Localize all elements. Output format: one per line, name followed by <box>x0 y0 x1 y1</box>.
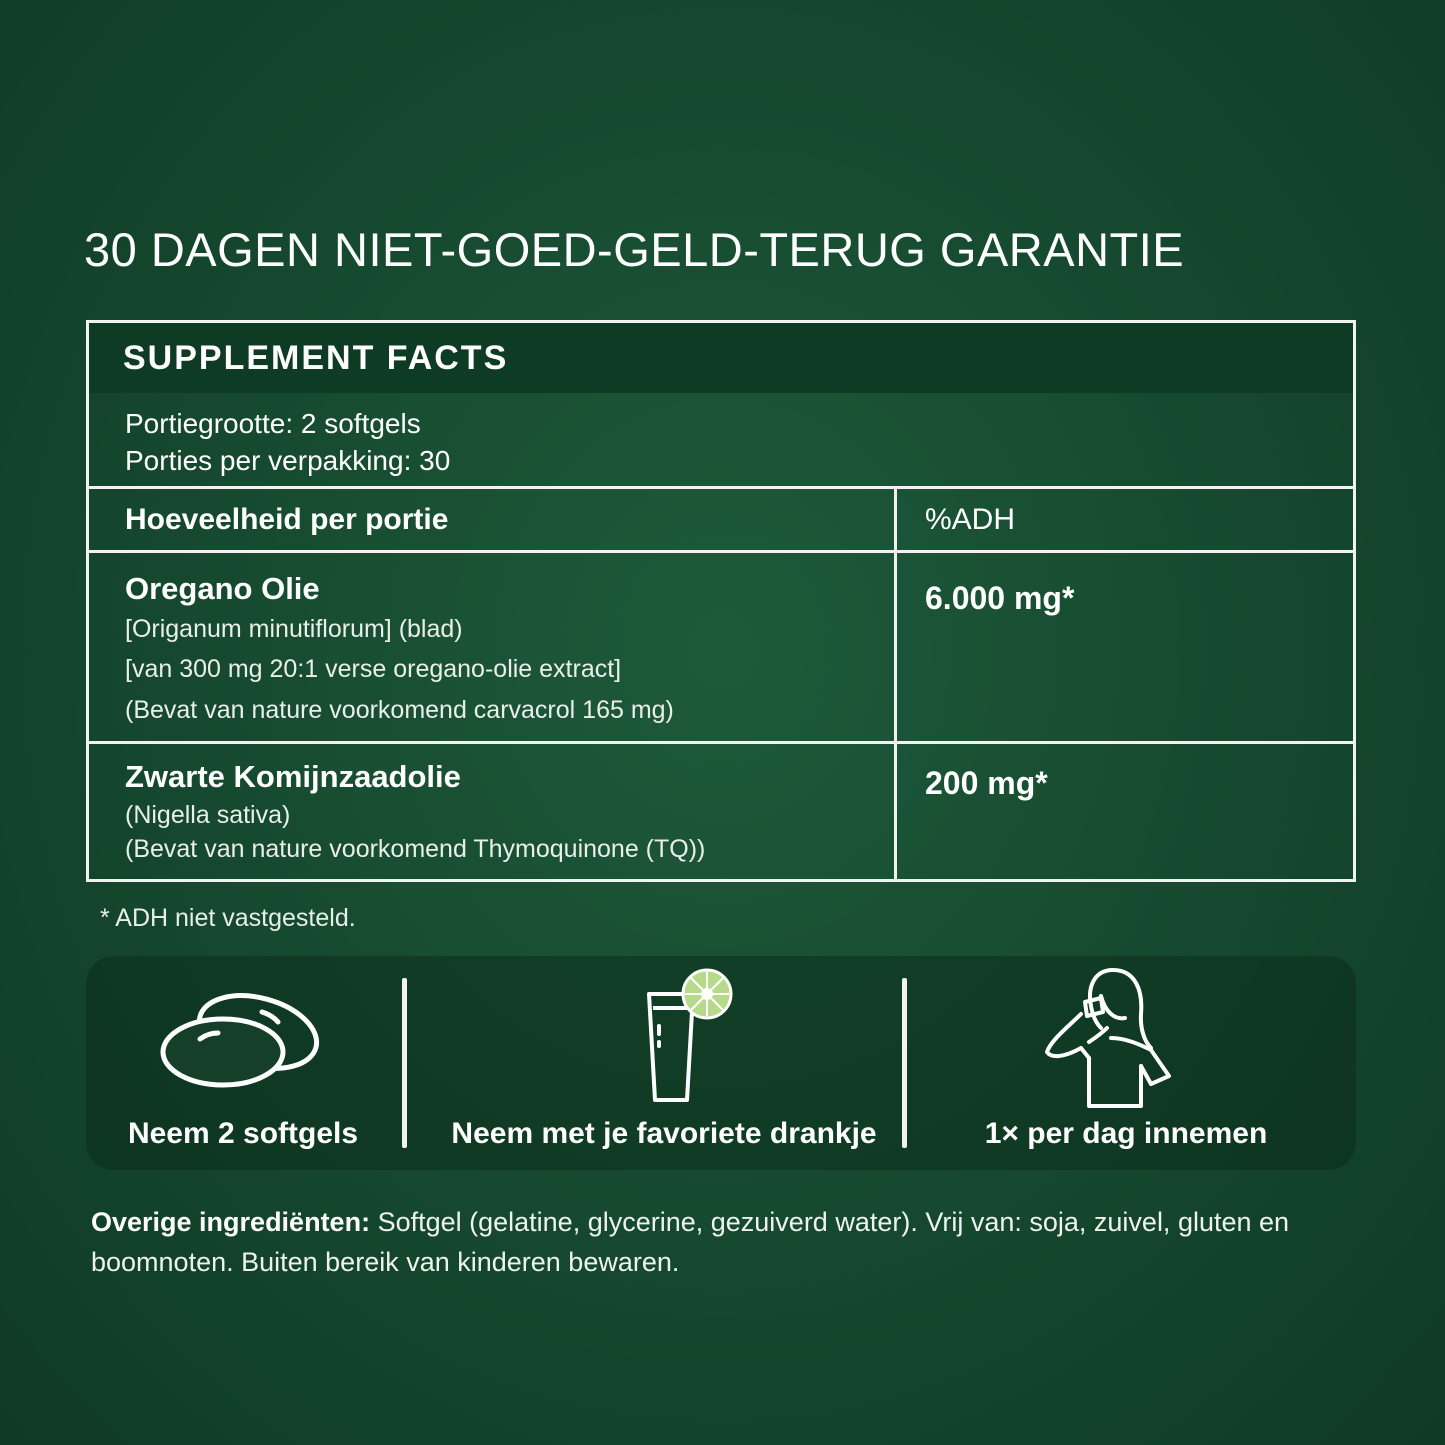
serving-size: Portiegrootte: 2 softgels <box>125 408 421 439</box>
step-label: 1× per dag innemen <box>984 1117 1268 1150</box>
divider-line <box>89 486 1353 489</box>
ingredient-detail: (Bevat van nature voorkomend Thymoquinone (TQ)) <box>125 835 706 863</box>
facts-title: SUPPLEMENT FACTS <box>123 339 509 377</box>
drink-glass-icon <box>641 968 741 1108</box>
ingredient-name: Zwarte Komijnzaadolie <box>125 759 461 794</box>
step-label: Neem met je favoriete drankje <box>451 1117 877 1150</box>
other-ingredients-label: Overige ingrediënten: <box>91 1207 371 1237</box>
servings-per-container: Porties per verpakking: 30 <box>125 445 451 476</box>
column-divider <box>894 488 897 879</box>
supplement-facts-panel <box>86 320 1356 882</box>
column-header-dv: %ADH <box>925 503 1016 536</box>
ingredient-name: Oregano Olie <box>125 571 320 606</box>
other-ingredients <box>91 1202 1381 1282</box>
softgel-icon <box>158 984 328 1094</box>
step-label: Neem 2 softgels <box>127 1117 359 1150</box>
person-drinking-icon <box>1041 966 1176 1111</box>
ingredient-detail: (Bevat van nature voorkomend carvacrol 165 mg) <box>125 696 674 724</box>
step-separator <box>902 978 907 1148</box>
ingredient-detail: [van 300 mg 20:1 verse oregano-olie extract] <box>125 655 622 683</box>
ingredient-amount: 6.000 mg* <box>925 580 1075 616</box>
facts-footnote: * ADH niet vastgesteld. <box>100 904 356 932</box>
usage-steps-panel <box>86 956 1356 1170</box>
other-ingredients-text: Softgel (gelatine, glycerine, gezuiverd water). Vrij van: soja, zuivel, gluten en boomnoten. Buiten bereik van kinderen bewaren. <box>91 1207 1290 1277</box>
column-header-amount: Hoeveelheid per portie <box>125 503 449 536</box>
serving-info <box>125 405 450 479</box>
step-separator <box>402 978 407 1148</box>
ingredient-detail: (Nigella sativa) <box>125 801 291 829</box>
ingredient-detail: [Origanum minutiflorum] (blad) <box>125 615 463 643</box>
guarantee-headline: 30 DAGEN NIET-GOED-GELD-TERUG GARANTIE <box>84 223 1185 276</box>
divider-line <box>89 550 1353 553</box>
divider-line <box>89 741 1353 744</box>
ingredient-amount: 200 mg* <box>925 765 1048 801</box>
